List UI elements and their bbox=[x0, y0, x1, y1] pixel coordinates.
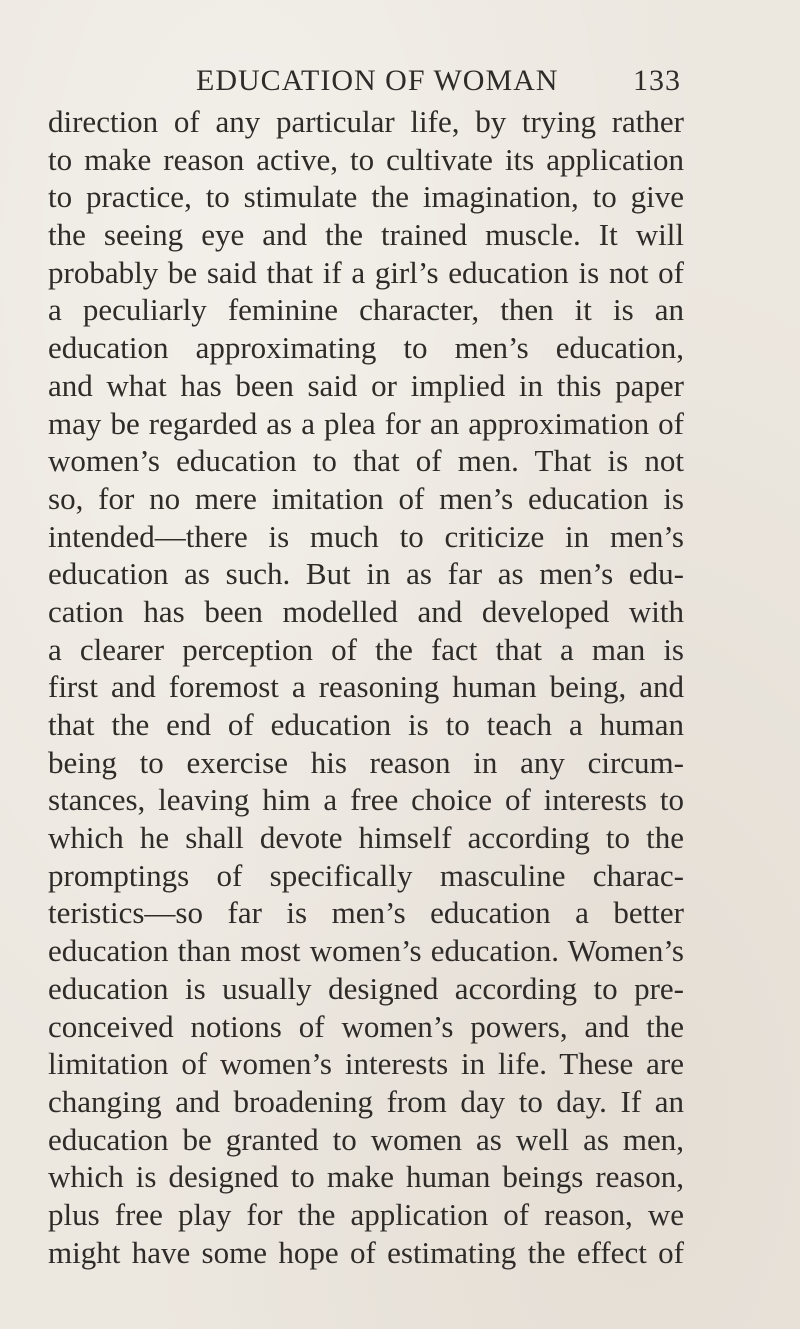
text-line: a peculiarly feminine character, then it is an bbox=[48, 292, 684, 328]
text-line: cation has been modelled and developed with bbox=[48, 593, 684, 629]
text-line: probably be said that if a girl’s education is not of bbox=[48, 254, 684, 290]
text-line: limitation of women’s interests in life. These are bbox=[48, 1046, 684, 1082]
text-line: promptings of specifically masculine charac- bbox=[48, 857, 684, 893]
text-line: that the end of education is to teach a human bbox=[48, 707, 684, 742]
running-title: EDUCATION OF WOMAN bbox=[196, 64, 559, 97]
text-line: conceived notions of women’s powers, and the bbox=[48, 1008, 684, 1044]
text-line: and what has been said or implied in this paper bbox=[48, 367, 684, 403]
text-line: plus free play for the application of reason, we bbox=[48, 1196, 684, 1232]
text-line: teristics—so far is men’s education a better bbox=[48, 895, 684, 931]
text-line: the seeing eye and the trained muscle. It will bbox=[48, 217, 684, 253]
text-line: first and foremost a reasoning human being, and bbox=[48, 669, 684, 705]
page-number: 133 bbox=[633, 64, 681, 97]
text-line: being to exercise his reason in any circum- bbox=[48, 744, 684, 780]
running-head bbox=[196, 60, 681, 102]
text-line: women’s education to that of men. That is not bbox=[48, 443, 684, 479]
text-line: may be regarded as a plea for an approximation of bbox=[48, 405, 684, 441]
text-line: intended—there is much to criticize in men’s bbox=[48, 518, 684, 554]
text-line: education approximating to men’s education, bbox=[48, 330, 684, 366]
body-text bbox=[48, 103, 684, 1271]
text-line: to practice, to stimulate the imagination, to give bbox=[48, 179, 684, 215]
text-line: stances, leaving him a free choice of interests to bbox=[48, 782, 684, 818]
text-line: so, for no mere imitation of men’s education is bbox=[48, 480, 684, 516]
text-line: to make reason active, to cultivate its application bbox=[48, 141, 684, 177]
text-line: education as such. But in as far as men’s edu- bbox=[48, 556, 684, 592]
text-line: might have some hope of estimating the effect of bbox=[48, 1234, 684, 1270]
text-line: which is designed to make human beings reason, bbox=[48, 1159, 684, 1195]
text-line: changing and broadening from day to day. If an bbox=[48, 1083, 684, 1119]
text-line: education be granted to women as well as men, bbox=[48, 1121, 684, 1157]
text-line: a clearer perception of the fact that a man is bbox=[48, 631, 684, 667]
text-line: education than most women’s education. Women’s bbox=[48, 933, 684, 969]
text-line: direction of any particular life, by trying rather bbox=[48, 104, 684, 139]
text-line: education is usually designed according to pre- bbox=[48, 970, 684, 1006]
text-line: which he shall devote himself according to the bbox=[48, 820, 684, 856]
